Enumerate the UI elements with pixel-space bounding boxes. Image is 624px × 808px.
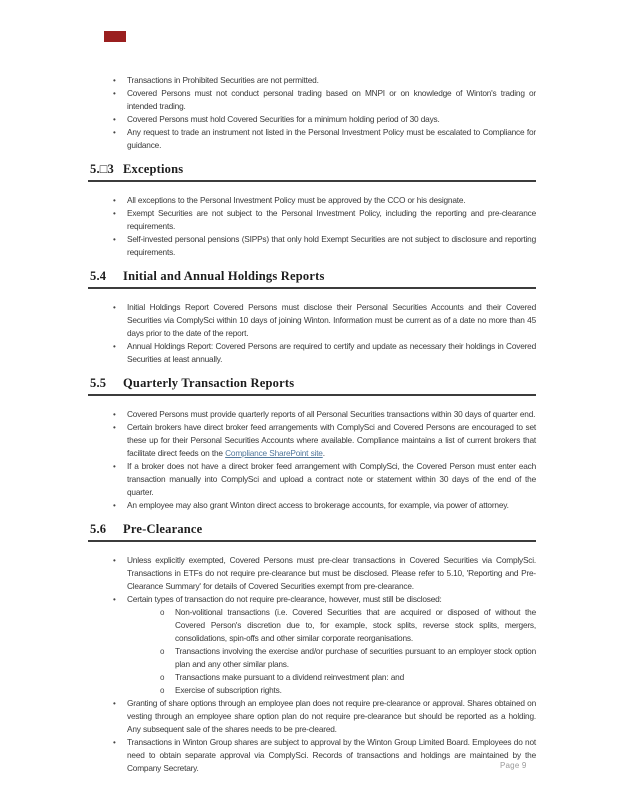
bullet-text: Certain types of transaction do not require pre-clearance, however, must still be disclosed: — [127, 594, 442, 604]
bullet-icon: • — [113, 423, 116, 432]
sub-bullet-icon: o — [160, 686, 165, 695]
bullet-text: Unless explicitly exempted, Covered Persons must pre-clear transactions in Covered Securities via ComplySci. Transactions in ETFs do not require pre-clearance but must be disclosed. Please refer to 5.10, 'Reporting and Pre-Clearance Summary' for details of Covered Securities exempt from pre-clearance. — [127, 555, 536, 591]
bullet-text: Certain brokers have direct broker feed arrangements with ComplySci and Covered Persons are encouraged to set these up for their Personal Securities Accounts where available. Compliance maintains a list of current brokers that facilitate direct feeds on the Compliance SharePoint site. — [127, 422, 536, 458]
section-title: Exceptions — [123, 162, 184, 176]
sub-bullet-text: Transactions involving the exercise and/or purchase of securities pursuant to an employer stock option plan and any other similar plans. — [175, 646, 536, 669]
bullet-body — [127, 194, 536, 207]
bullet-text: An employee may also grant Winton direct access to brokerage accounts, for example, via power of attorney. — [127, 500, 509, 510]
bullet-item — [88, 736, 536, 775]
bullet-body — [127, 554, 536, 593]
bullet-text: Initial Holdings Report Covered Persons must disclose their Personal Securities Accounts and their Covered Securities via ComplySci within 10 days of joining Winton. Information must be current as of a date no more than 45 days prior to the date of the report. — [127, 302, 536, 338]
bullet-icon: • — [113, 89, 116, 98]
red-annotation-box — [104, 31, 126, 42]
document-body — [88, 62, 536, 775]
bullet-list — [88, 554, 536, 775]
bullet-text: Exempt Securities are not subject to the Personal Investment Policy, including the reporting and pre-clearance requirements. — [127, 208, 536, 231]
bullet-text: Covered Persons must not conduct personal trading based on MNPI or on knowledge of Winton's trading or intended trading. — [127, 88, 536, 111]
bullet-body — [127, 499, 536, 512]
bullet-body — [127, 340, 536, 366]
sub-bullet-item — [127, 671, 536, 684]
bullet-body — [127, 113, 536, 126]
bullet-icon: • — [113, 410, 116, 419]
bullet-body — [127, 207, 536, 233]
bullet-icon: • — [113, 235, 116, 244]
bullet-text: If a broker does not have a direct broker feed arrangement with ComplySci, the Covered Person must enter each transaction manually into ComplySci and upload a contract note or statement within 30 days of the end of the quarter. — [127, 461, 536, 497]
bullet-item — [88, 408, 536, 421]
bullet-text: Any request to trade an instrument not listed in the Personal Investment Policy must be escalated to Compliance for guidance. — [127, 127, 536, 150]
bullet-icon: • — [113, 699, 116, 708]
bullet-body — [127, 74, 536, 87]
bullet-icon: • — [113, 303, 116, 312]
bullet-list — [88, 408, 536, 512]
bullet-text: Annual Holdings Report: Covered Persons are required to certify and update as necessary their holdings in Covered Securities at least annually. — [127, 341, 536, 364]
bullet-body — [127, 87, 536, 113]
sub-bullet-item — [127, 645, 536, 671]
section-heading — [88, 522, 536, 542]
sub-bullet-icon: o — [160, 647, 165, 656]
sub-bullet-item — [127, 684, 536, 697]
bullet-item — [88, 340, 536, 366]
sub-bullet-icon: o — [160, 608, 165, 617]
bullet-text: Granting of share options through an employee plan does not require pre-clearance or approval. Shares obtained on vesting through an employee share option plan do not require pre-clearance but should be reported as a holding. Any subsequent sale of the shares needs to be pre-cleared. — [127, 698, 536, 734]
bullet-item — [88, 126, 536, 152]
bullet-body — [127, 126, 536, 152]
bullet-item — [88, 593, 536, 697]
bullet-item — [88, 113, 536, 126]
bullet-text: Transactions in Prohibited Securities are not permitted. — [127, 75, 319, 85]
section-number: 5.4 — [90, 269, 107, 283]
bullet-body — [127, 460, 536, 499]
bullet-text: Self-invested personal pensions (SIPPs) that only hold Exempt Securities are not subject to disclosure and reporting requirements. — [127, 234, 536, 257]
section-title: Initial and Annual Holdings Reports — [123, 269, 325, 283]
bullet-list — [88, 74, 536, 152]
bullet-item — [88, 233, 536, 259]
bullet-item — [88, 554, 536, 593]
bullet-text: Transactions in Winton Group shares are subject to approval by the Winton Group Limited Board. Employees do not need to obtain separate approval via ComplySci. Records of transactions and holdings are maintained by the Company Secretary. — [127, 737, 536, 773]
bullet-icon: • — [113, 738, 116, 747]
bullet-text: Covered Persons must provide quarterly reports of all Personal Securities transactions within 30 days of quarter end. — [127, 409, 536, 419]
page-number: Page 9 — [500, 761, 527, 770]
bullet-body — [127, 736, 536, 775]
sub-bullet-text: Transactions make pursuant to a dividend reinvestment plan: and — [175, 672, 404, 682]
section-number: 5.5 — [90, 376, 107, 390]
section-title: Pre-Clearance — [123, 522, 203, 536]
bullet-list — [88, 301, 536, 366]
bullet-item — [88, 421, 536, 460]
bullet-icon: • — [113, 595, 116, 604]
bullet-icon: • — [113, 556, 116, 565]
bullet-item — [88, 499, 536, 512]
bullet-item — [88, 301, 536, 340]
section-title: Quarterly Transaction Reports — [123, 376, 295, 390]
section-number: 5.□3 — [90, 162, 114, 176]
bullet-icon: • — [113, 342, 116, 351]
sub-bullet-item — [127, 606, 536, 645]
bullet-text: All exceptions to the Personal Investment Policy must be approved by the CCO or his designate. — [127, 195, 466, 205]
section-heading — [88, 269, 536, 289]
sub-bullet-text: Exercise of subscription rights. — [175, 685, 282, 695]
bullet-item — [88, 207, 536, 233]
sub-bullet-icon: o — [160, 673, 165, 682]
bullet-item — [88, 87, 536, 113]
bullet-item — [88, 194, 536, 207]
bullet-icon: • — [113, 501, 116, 510]
bullet-text: Covered Persons must hold Covered Securities for a minimum holding period of 30 days. — [127, 114, 440, 124]
sub-bullet-text: Non-volitional transactions (i.e. Covered Securities that are acquired or disposed of without the Covered Person's discretion due to, for example, stock splits, reverse stock splits, mergers, consolidations, spin-offs and other similar corporate reorganisations. — [175, 607, 536, 643]
bullet-body — [127, 593, 536, 697]
bullet-icon: • — [113, 209, 116, 218]
bullet-body — [127, 408, 536, 421]
bullet-icon: • — [113, 462, 116, 471]
bullet-icon: • — [113, 196, 116, 205]
bullet-body — [127, 697, 536, 736]
compliance-sharepoint-link[interactable]: Compliance SharePoint site — [225, 448, 323, 458]
bullet-item — [88, 74, 536, 87]
bullet-body — [127, 301, 536, 340]
section-number: 5.6 — [90, 522, 107, 536]
bullet-icon: • — [113, 128, 116, 137]
bullet-list — [88, 194, 536, 259]
bullet-item — [88, 460, 536, 499]
bullet-body — [127, 233, 536, 259]
bullet-icon: • — [113, 76, 116, 85]
bullet-body — [127, 421, 536, 460]
bullet-item — [88, 697, 536, 736]
section-heading — [88, 162, 536, 182]
section-heading — [88, 376, 536, 396]
bullet-icon: • — [113, 115, 116, 124]
